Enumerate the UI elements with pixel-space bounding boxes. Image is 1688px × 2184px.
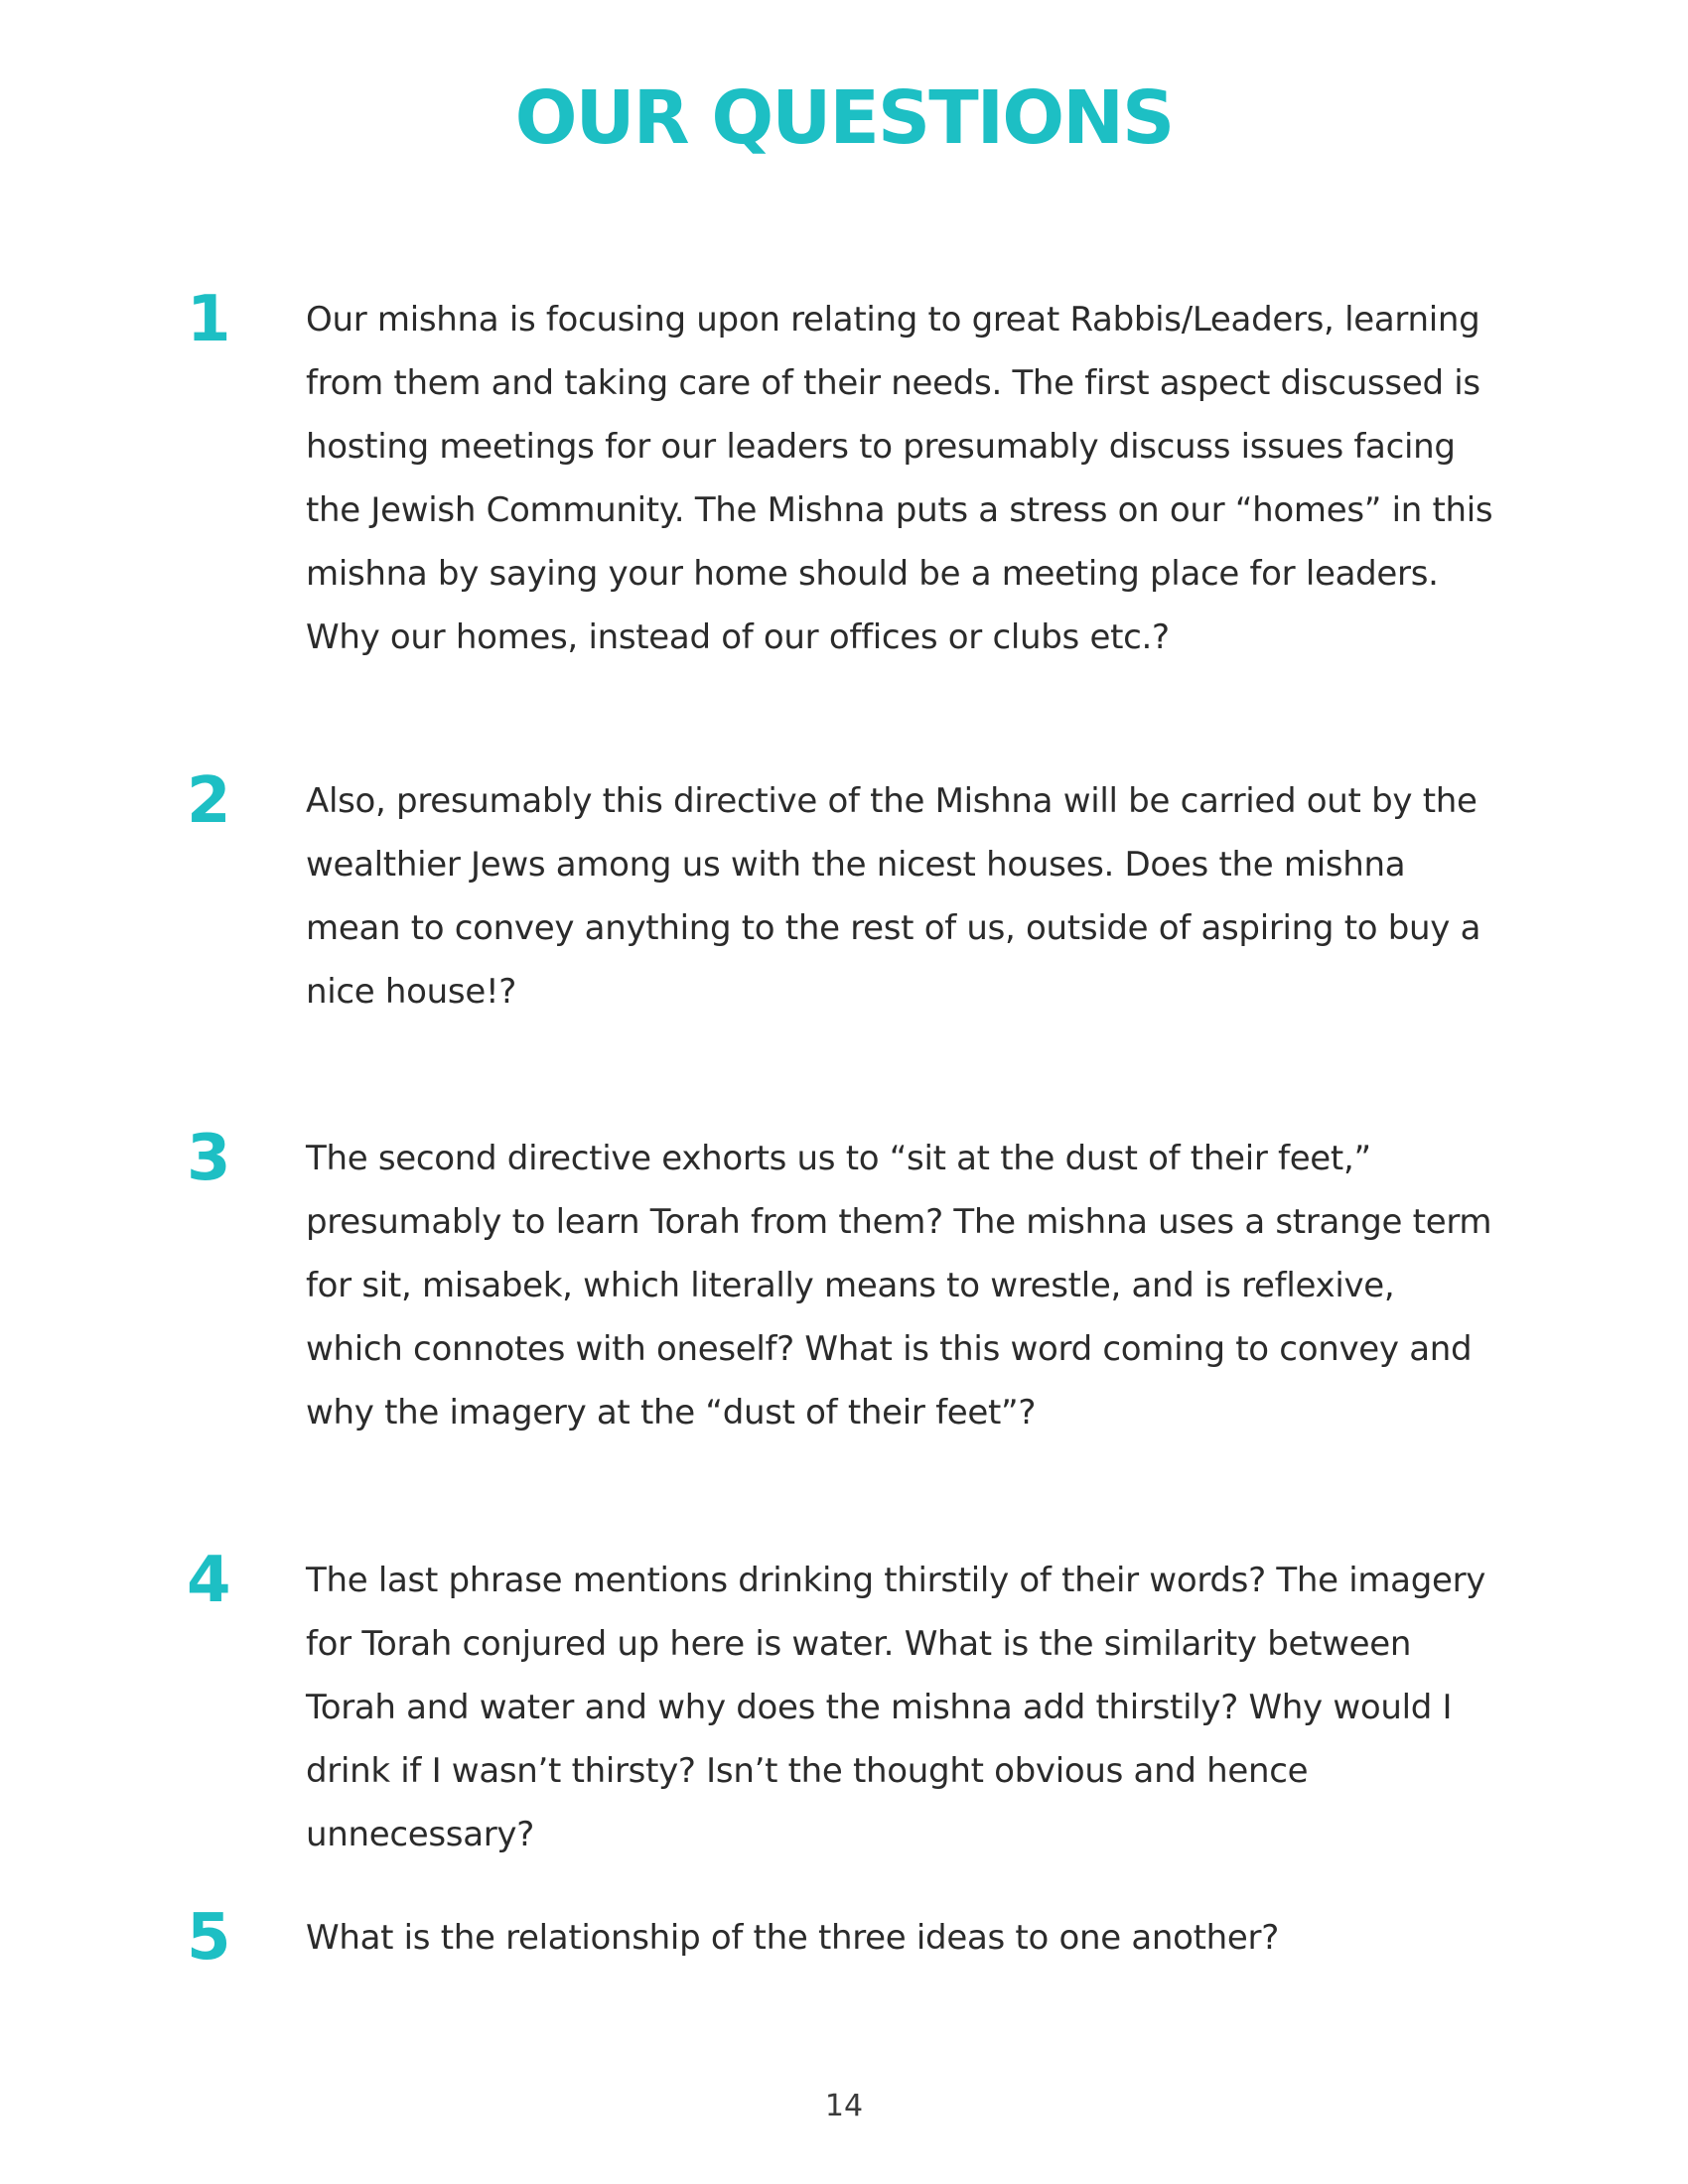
question-number: 5: [187, 1901, 231, 1975]
question-number: 1: [187, 283, 231, 356]
question-text: The last phrase mentions drinking thirstily of their words? The imagery for Torah conjured up here is water. What is the similarity between Torah and water and why does the mishna add thirstily? Why would I drink if I wasn’t thirsty? Isn’t the thought obvious and hence unnecessary?: [306, 1561, 1486, 1854]
question-text: The second directive exhorts us to “sit at the dust of their feet,” presumably to learn Torah from them? The mishna uses a strange term for sit, misabek, which literally means to wrestle, and is reflexive, which connotes with oneself? What is this word coming to convey and why the imagery at the “dust of their feet”?: [306, 1139, 1492, 1433]
page-title: OUR QUESTIONS: [514, 75, 1174, 161]
question-number: 4: [187, 1544, 231, 1617]
question-number: 2: [187, 764, 231, 838]
question-number: 3: [187, 1122, 231, 1195]
question-text: Also, presumably this directive of the Mishna will be carried out by the wealthier Jews among us with the nicest houses. Does the mishna mean to convey anything to the rest of us, outside of aspiring to buy a nice house!?: [306, 781, 1481, 1012]
question-text: Our mishna is focusing upon relating to great Rabbis/Leaders, learning from them and taking care of their needs. The first aspect discussed is hosting meetings for our leaders to presumably discuss issues facing the Jewish Community. The Mishna puts a stress on our “homes” in this mishna by saying your home should be a meeting place for leaders. Why our homes, instead of our offices or clubs etc.?: [306, 300, 1493, 657]
question-text: What is the relationship of the three ideas to one another?: [306, 1918, 1279, 1958]
page-number: 14: [824, 2089, 864, 2123]
